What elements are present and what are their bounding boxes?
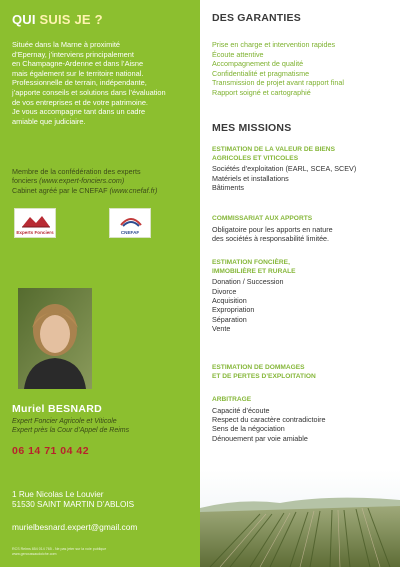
intro-line: j’apporte conseils et solutions dans l’évaluation: [12, 87, 166, 97]
garanties-heading: DES GARANTIES: [212, 12, 301, 24]
mission-title: [212, 215, 396, 224]
mission-body-line: Donation / Succession: [212, 277, 284, 287]
first-name: Muriel: [12, 403, 45, 415]
garantie-item: Accompagnement de qualité: [212, 59, 304, 69]
garanties-list: [212, 40, 396, 98]
mission-section: [212, 215, 396, 243]
mission-body-line: Divorce: [212, 286, 237, 296]
mission-body-line: Capacité d’écoute: [212, 405, 270, 415]
intro-line: de vos entreprises et de votre patrimoine.: [12, 97, 148, 107]
mission-title-line: ET DE PERTES D’EXPLOITATION: [212, 372, 316, 380]
mission-section: [212, 259, 396, 334]
phone-number[interactable]: 06 14 71 04 42: [12, 445, 90, 457]
mission-body-line: Acquisition: [212, 296, 247, 305]
mission-body: [212, 164, 396, 192]
intro-line: Je vous accompagne tant dans un cadre: [12, 107, 146, 117]
mission-body-line: Obligatoire pour les apports en nature: [212, 224, 333, 234]
mission-title-line: ESTIMATION DE LA VALEUR DE BIENS: [212, 146, 335, 153]
intro-line: amiable que judiciaire.: [12, 116, 86, 126]
intro-line: Professionnelle de terrain, indépendante,: [12, 78, 147, 88]
mission-body-line: Respect du caractère contradictoire: [212, 415, 326, 424]
mission-title: [212, 364, 396, 381]
intro-line: mais également sur le territoire national.: [12, 68, 144, 78]
cnefaf-logo: [109, 208, 151, 238]
cnefaf-logo-icon: [111, 211, 151, 231]
heading-word-1: QUI: [12, 12, 36, 27]
vineyard-photo: [200, 470, 400, 567]
garantie-item: Transmission de projet avant rapport final: [212, 78, 344, 88]
portrait-image: [18, 288, 92, 389]
mission-section: [212, 396, 396, 443]
membership-line-1: Membre de la confédération des experts: [12, 167, 141, 176]
experts-fonciers-link[interactable]: (www.expert-fonciers.com): [39, 176, 125, 186]
missions-heading: MES MISSIONS: [212, 122, 292, 134]
experts-fonciers-logo: [14, 208, 56, 238]
portrait-photo: [18, 288, 92, 389]
intro-line: d’Epernay, j’interviens principalement: [12, 49, 134, 59]
mission-title: [212, 259, 396, 276]
mission-body: [212, 225, 396, 244]
vineyard-image: [200, 470, 400, 567]
mission-body-line: Sens de la négociation: [212, 424, 285, 434]
mission-body-line: Expropriation: [212, 305, 255, 315]
membership-line-3: [12, 186, 198, 195]
garantie-item: Confidentialité et pragmatisme: [212, 68, 310, 78]
mission-section: [212, 146, 396, 192]
mission-body-line: Sociétés d’exploitation (EARL, SCEA, SCEV): [212, 164, 357, 174]
intro-paragraph: [12, 40, 194, 126]
logo-caption: CNEFAF: [120, 230, 140, 235]
mission-body-line: Séparation: [212, 314, 247, 324]
mission-title-line: COMMISSARIAT AUX APPORTS: [212, 215, 313, 222]
postal-address: [12, 490, 134, 511]
fine-print: [12, 547, 198, 556]
email-address[interactable]: murielbesnard.expert@gmail.com: [12, 522, 138, 532]
membership-block: [12, 167, 198, 195]
garantie-item: Prise en charge et intervention rapides: [212, 40, 336, 49]
garantie-item: Écoute attentive: [212, 49, 264, 59]
mission-body: [212, 406, 396, 444]
mission-body-line: Vente: [212, 324, 231, 334]
role-block: [12, 418, 198, 436]
heading-word-2: SUIS JE ?: [39, 12, 103, 27]
mission-section: [212, 364, 396, 381]
mission-body-line: Matériels et installations: [212, 173, 289, 183]
mission-title-line: AGRICOLES ET VITICOLES: [212, 154, 299, 162]
logo-caption: Experts Fonciers: [16, 230, 54, 235]
mission-title-line: ARBITRAGE: [212, 396, 252, 403]
mission-title: [212, 146, 396, 163]
mission-body: [212, 277, 396, 333]
mission-title: [212, 396, 396, 405]
mission-body-line: Bâtiments: [212, 183, 244, 192]
cnefaf-link[interactable]: (www.cnefaf.fr): [109, 185, 158, 195]
mission-title-line: ESTIMATION FONCIÈRE,: [212, 259, 290, 266]
person-name: [12, 403, 102, 415]
last-name: BESNARD: [47, 403, 102, 415]
mission-body-line: Dénouement par voie amiable: [212, 433, 308, 443]
role-line-1: Expert Foncier Agricole et Viticole: [12, 418, 117, 425]
intro-line: Située dans la Marne à proximité: [12, 40, 121, 49]
fine-print-line-1: RCS Reims 854 014 765 - Ne pas jeter sur la voie publique: [12, 547, 107, 551]
membership-text: fonciers: [12, 176, 40, 186]
experts-fonciers-logo-icon: [16, 211, 56, 231]
garantie-item: Rapport soigné et cartographié: [212, 87, 311, 97]
intro-line: en Champagne-Ardenne et dans l’Aisne: [12, 59, 144, 69]
fine-print-line-2: www.genoussaudoiche.com: [12, 551, 57, 556]
mission-body-line: des sociétés à responsabilité limitée.: [212, 234, 330, 243]
membership-line-2: [12, 176, 198, 185]
address-line-1: 1 Rue Nicolas Le Louvier: [12, 490, 104, 499]
role-line-2: Expert près la Cour d’Appel de Reims: [12, 426, 130, 434]
mission-title-line: IMMOBILIÈRE ET RURALE: [212, 267, 296, 275]
heading-qui-suis-je: [12, 12, 103, 27]
agreement-text: Cabinet agréé par le CNEFAF: [12, 185, 110, 195]
address-line-2: 51530 SAINT MARTIN D’ABLOIS: [12, 500, 135, 510]
mission-title-line: ESTIMATION DE DOMMAGES: [212, 364, 305, 371]
